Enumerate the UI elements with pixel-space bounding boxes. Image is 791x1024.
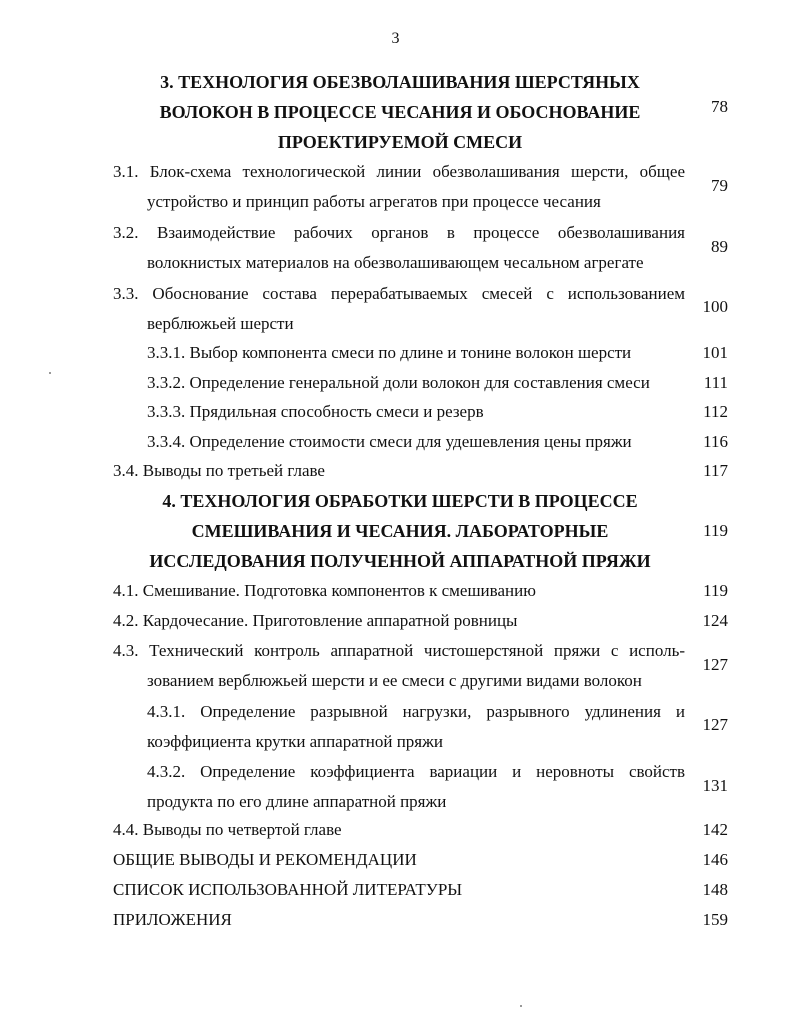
toc-entry-conclusions: ОБЩИЕ ВЫВОДЫ И РЕКОМЕНДАЦИИ bbox=[113, 850, 417, 869]
toc-page-3-3: 100 bbox=[702, 297, 728, 316]
toc-entry-3-2 bbox=[113, 218, 685, 278]
toc-entry-line: зованием верблюжьей шерсти и ее смеси с другими видами волокон bbox=[147, 671, 642, 690]
toc-page-4-3-2: 131 bbox=[702, 776, 728, 795]
toc-entry-4-2: 4.2. Кардочесание. Приготовление аппаратной ровницы bbox=[113, 611, 518, 630]
toc-page-4-3: 127 bbox=[702, 655, 728, 674]
toc-page-4-1: 119 bbox=[703, 581, 728, 600]
toc-entry-line: 4.3. Технический контроль аппаратной чистошерстяной пряжи с исполь- bbox=[113, 641, 685, 660]
toc-page-3-3-4: 116 bbox=[703, 432, 728, 451]
toc-entry-4-3 bbox=[113, 636, 685, 696]
chapter-3-heading bbox=[130, 67, 670, 157]
toc-entry-line: 3.3. Обоснование состава перерабатываемых смесей с использованием bbox=[113, 284, 685, 303]
toc-page-4-4: 142 bbox=[702, 820, 728, 839]
toc-entry-line: верблюжьей шерсти bbox=[147, 314, 294, 333]
toc-entry-3-1 bbox=[113, 157, 685, 217]
toc-entry-line: 3.1. Блок-схема технологической линии обезволашивания шерсти, общее bbox=[113, 162, 685, 181]
chapter-4-page: 119 bbox=[703, 521, 728, 540]
toc-entry-line: 4.3.1. Определение разрывной нагрузки, разрывного удлинения и bbox=[147, 702, 685, 721]
toc-page-4-2: 124 bbox=[702, 611, 728, 630]
toc-entry-line: 3.2. Взаимодействие рабочих органов в процессе обезволашивания bbox=[113, 223, 685, 242]
toc-page-4-3-1: 127 bbox=[702, 715, 728, 734]
toc-entry-3-3-4: 3.3.4. Определение стоимости смеси для удешевления цены пряжи bbox=[147, 432, 632, 451]
chapter-4-heading-line: ИССЛЕДОВАНИЯ ПОЛУЧЕННОЙ АППАРАТНОЙ ПРЯЖИ bbox=[149, 551, 651, 571]
toc-entry-3-4: 3.4. Выводы по третьей главе bbox=[113, 461, 325, 480]
chapter-3-heading-line: 3. ТЕХНОЛОГИЯ ОБЕЗВОЛАШИВАНИЯ ШЕРСТЯНЫХ bbox=[160, 72, 640, 92]
toc-page-references: 148 bbox=[702, 880, 728, 899]
page-number: 3 bbox=[391, 30, 400, 47]
toc-page-3-4: 117 bbox=[703, 461, 728, 480]
scan-speck bbox=[520, 1005, 522, 1007]
toc-page-3-1: 79 bbox=[711, 176, 728, 195]
toc-entry-4-3-1 bbox=[147, 697, 685, 757]
toc-page-3-2: 89 bbox=[711, 237, 728, 256]
toc-entry-3-3-2: 3.3.2. Определение генеральной доли волокон для составления смеси bbox=[147, 373, 650, 392]
toc-entry-line: устройство и принцип работы агрегатов при процессе чесания bbox=[147, 192, 601, 211]
toc-entry-line: коэффициента крутки аппаратной пряжи bbox=[147, 732, 443, 751]
toc-entry-line: 4.3.2. Определение коэффициента вариации и неровноты свойств bbox=[147, 762, 685, 781]
toc-page-3-3-1: 101 bbox=[702, 343, 728, 362]
toc-entry-3-3-3: 3.3.3. Прядильная способность смеси и резерв bbox=[147, 402, 484, 421]
toc-entry-3-3 bbox=[113, 279, 685, 339]
chapter-3-page: 78 bbox=[711, 97, 728, 116]
toc-page-appendices: 159 bbox=[702, 910, 728, 929]
chapter-3-heading-line: ВОЛОКОН В ПРОЦЕССЕ ЧЕСАНИЯ И ОБОСНОВАНИЕ bbox=[159, 102, 641, 122]
scan-speck bbox=[49, 372, 51, 374]
toc-entry-line: продукта по его длине аппаратной пряжи bbox=[147, 792, 447, 811]
toc-entry-references: СПИСОК ИСПОЛЬЗОВАННОЙ ЛИТЕРАТУРЫ bbox=[113, 880, 463, 899]
chapter-4-heading-line: 4. ТЕХНОЛОГИЯ ОБРАБОТКИ ШЕРСТИ В ПРОЦЕССЕ bbox=[162, 491, 638, 511]
toc-entry-4-4: 4.4. Выводы по четвертой главе bbox=[113, 820, 342, 839]
toc-entry-line: волокнистых материалов на обезволашивающем чесальном агрегате bbox=[147, 253, 644, 272]
toc-entry-3-3-1: 3.3.1. Выбор компонента смеси по длине и тонине волокон шерсти bbox=[147, 343, 632, 362]
toc-entry-4-3-2 bbox=[147, 757, 685, 817]
toc-page-conclusions: 146 bbox=[702, 850, 728, 869]
chapter-3-heading-line: ПРОЕКТИРУЕМОЙ СМЕСИ bbox=[277, 132, 523, 152]
chapter-4-heading-line: СМЕШИВАНИЯ И ЧЕСАНИЯ. ЛАБОРАТОРНЫЕ bbox=[191, 521, 609, 541]
toc-entry-4-1: 4.1. Смешивание. Подготовка компонентов к смешиванию bbox=[113, 581, 536, 600]
toc-page-3-3-2: 111 bbox=[703, 373, 728, 392]
toc-entry-appendices: ПРИЛОЖЕНИЯ bbox=[113, 910, 232, 929]
chapter-4-heading bbox=[130, 486, 670, 576]
toc-page-3-3-3: 112 bbox=[703, 402, 728, 421]
